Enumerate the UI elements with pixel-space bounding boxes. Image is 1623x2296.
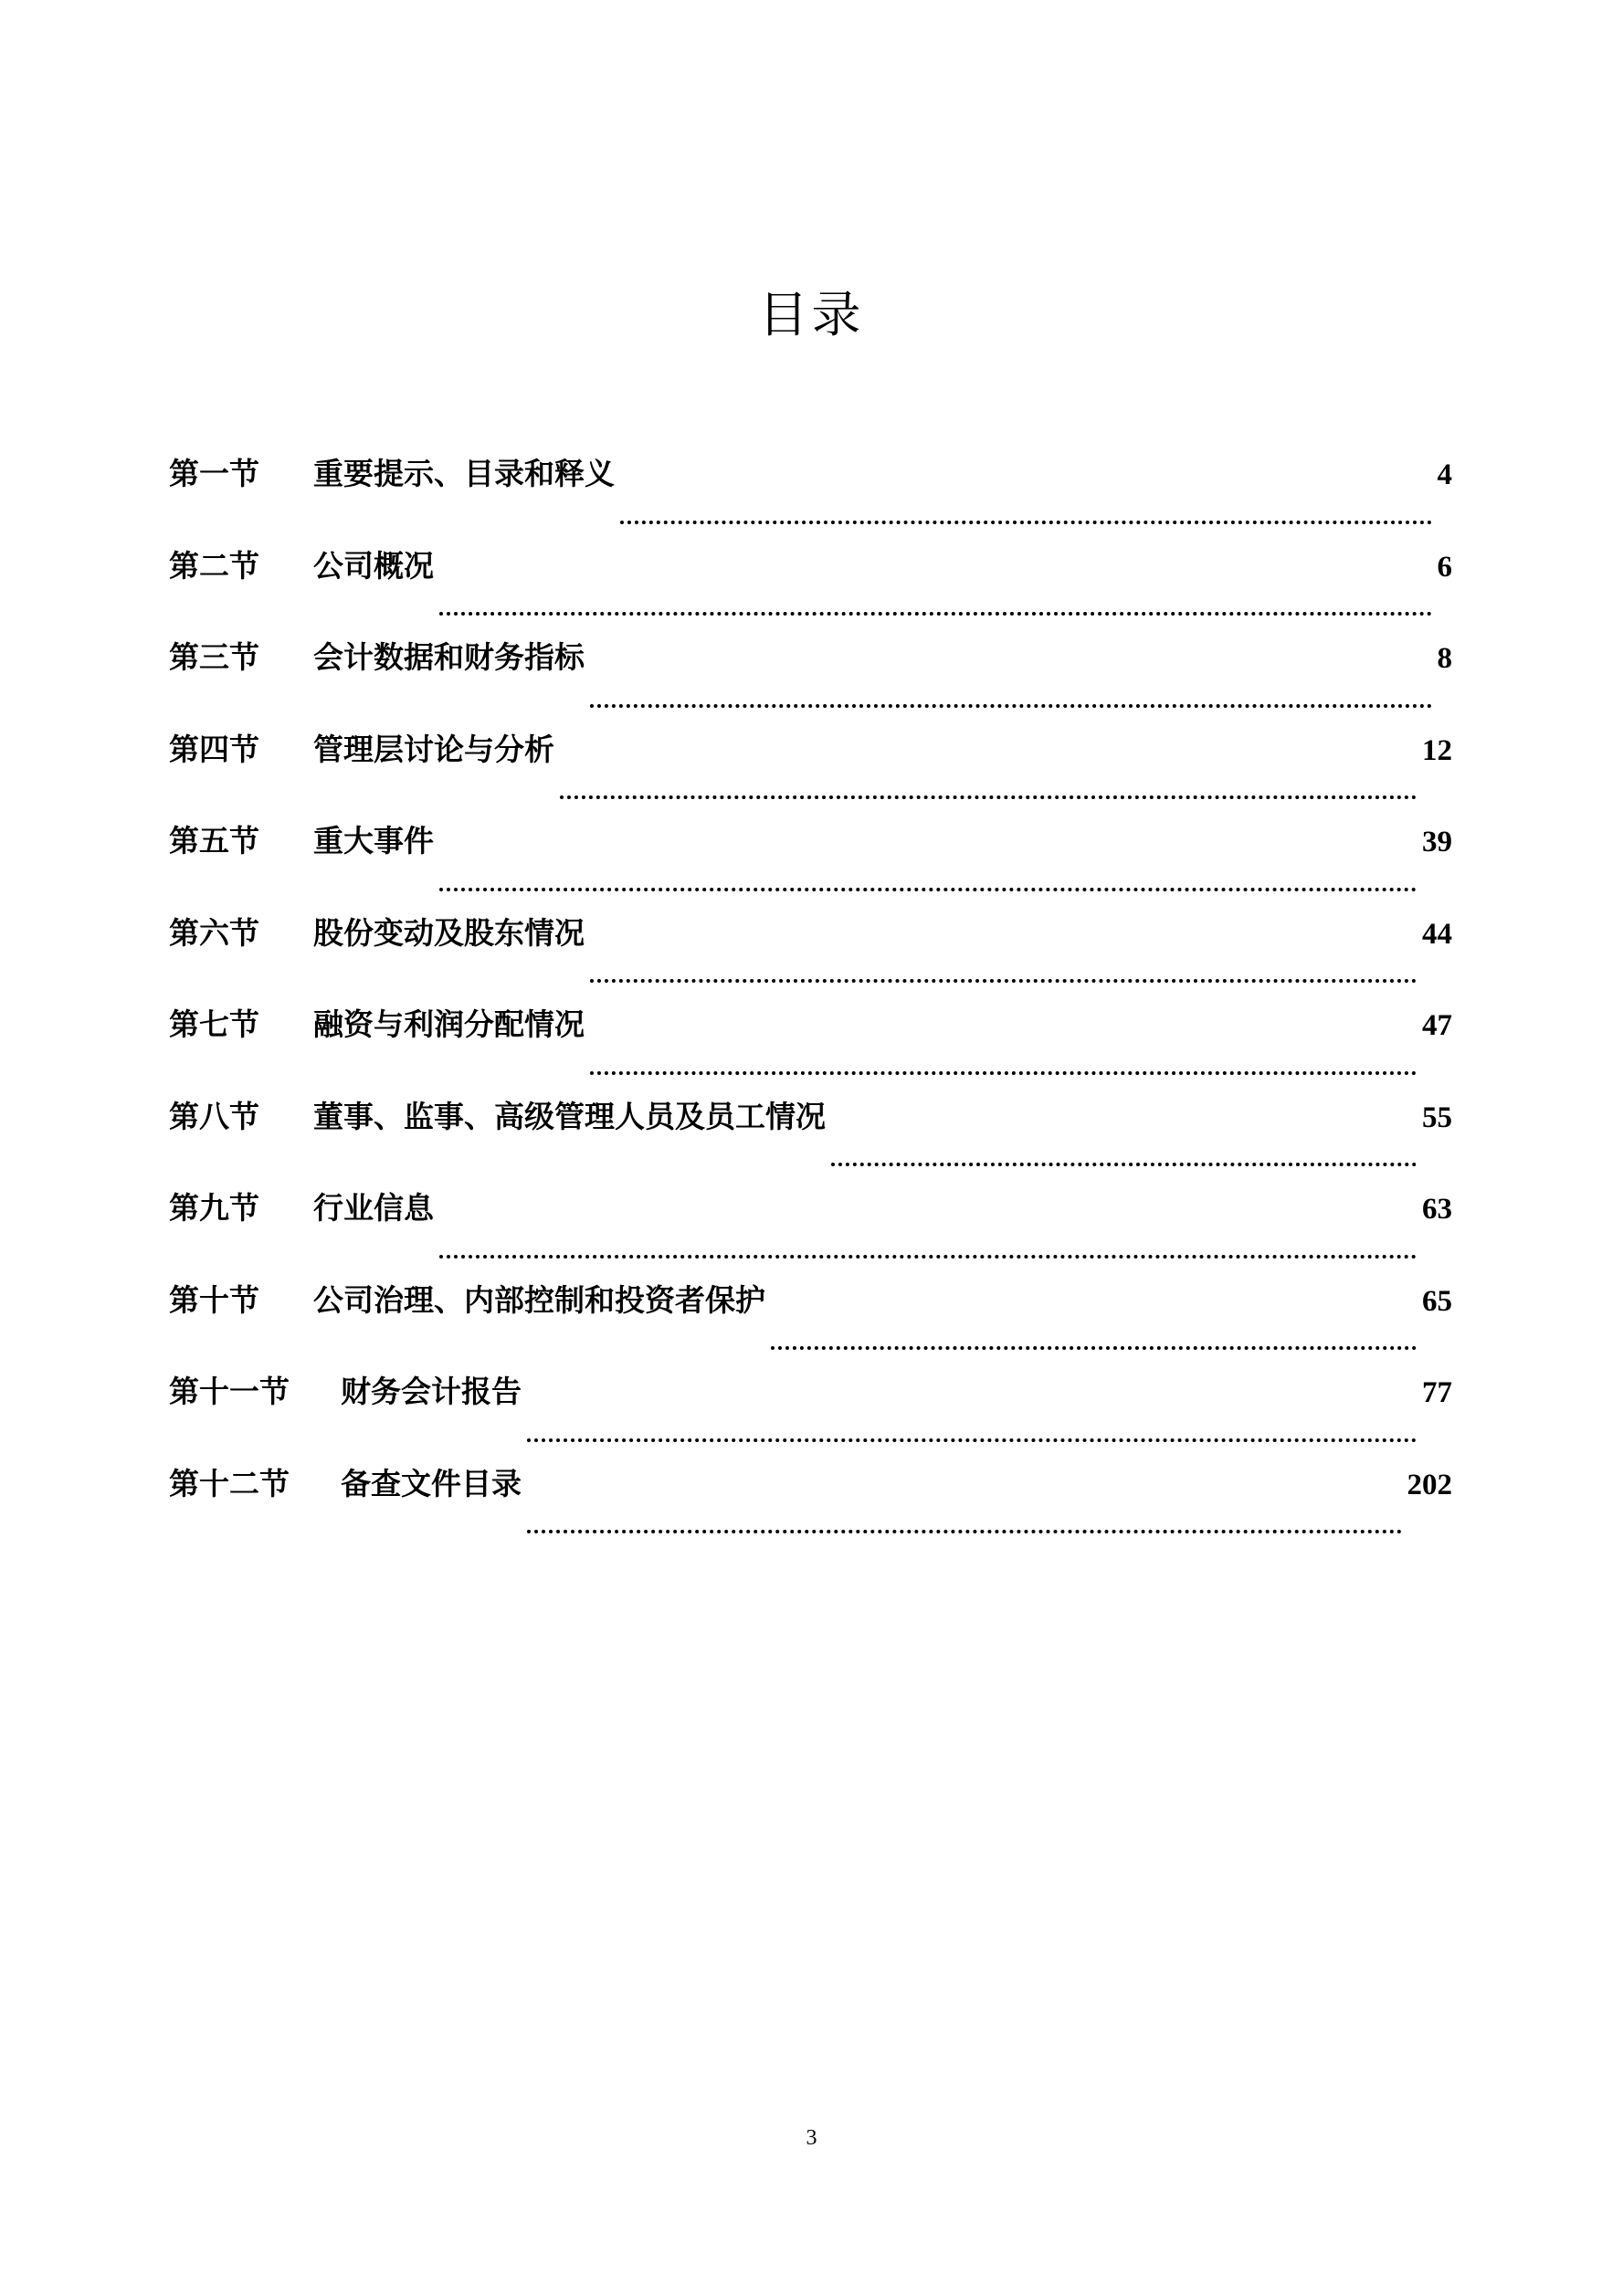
toc-page-number: 65	[1422, 1284, 1452, 1318]
toc-page-number: 44	[1422, 917, 1452, 951]
toc-dot-leader	[439, 1255, 1417, 1259]
toc-dot-leader	[590, 704, 1432, 708]
toc-page-number: 12	[1422, 733, 1452, 767]
table-of-contents	[169, 450, 1452, 1552]
toc-section-number: 第二节	[169, 547, 259, 584]
toc-section-title: 董事、监事、高级管理人员及员工情况	[313, 1098, 826, 1134]
toc-entry[interactable]	[169, 1460, 1452, 1553]
toc-entry[interactable]	[169, 1185, 1452, 1277]
toc-entry[interactable]	[169, 634, 1452, 726]
toc-entry[interactable]	[169, 450, 1452, 542]
toc-dot-leader	[771, 1346, 1417, 1350]
toc-dot-leader	[831, 1163, 1417, 1166]
toc-entry[interactable]	[169, 1093, 1452, 1185]
toc-section-number: 第五节	[169, 823, 259, 858]
toc-section-title: 股份变动及股东情况	[313, 914, 585, 951]
toc-dot-leader	[439, 612, 1432, 616]
toc-section-number: 第八节	[169, 1098, 259, 1134]
toc-dot-leader	[527, 1438, 1417, 1442]
toc-page-number: 55	[1422, 1101, 1452, 1134]
toc-section-title: 管理层讨论与分析	[313, 731, 554, 767]
toc-section-title: 重要提示、目录和释义	[313, 456, 615, 491]
toc-section-number: 第一节	[169, 456, 259, 491]
toc-page-number: 39	[1422, 826, 1452, 858]
toc-section-title: 重大事件	[313, 823, 434, 858]
toc-section-number: 第七节	[169, 1006, 259, 1042]
toc-entry[interactable]	[169, 542, 1452, 635]
toc-section-title: 公司概况	[313, 547, 434, 584]
toc-section-title: 行业信息	[313, 1190, 434, 1226]
toc-section-title: 融资与利润分配情况	[313, 1006, 585, 1042]
toc-page-number: 6	[1437, 550, 1452, 584]
toc-dot-leader	[620, 521, 1432, 524]
toc-entry[interactable]	[169, 1368, 1452, 1460]
toc-section-number: 第十一节	[169, 1374, 290, 1409]
toc-section-number: 第四节	[169, 731, 259, 767]
toc-page-number: 77	[1422, 1376, 1452, 1409]
toc-page-number: 202	[1407, 1468, 1452, 1501]
toc-dot-leader	[560, 795, 1417, 799]
toc-section-number: 第三节	[169, 639, 259, 675]
toc-page-number: 63	[1422, 1193, 1452, 1226]
toc-section-number: 第六节	[169, 914, 259, 951]
toc-section-title: 财务会计报告	[341, 1374, 522, 1409]
toc-section-title: 会计数据和财务指标	[313, 639, 585, 675]
toc-page-number: 4	[1437, 458, 1452, 491]
page-footer-number: 3	[806, 2126, 817, 2150]
toc-section-title: 备查文件目录	[341, 1465, 522, 1501]
toc-entry[interactable]	[169, 910, 1452, 1002]
toc-entry[interactable]	[169, 1277, 1452, 1369]
toc-dot-leader	[590, 979, 1417, 983]
toc-page-number: 8	[1437, 642, 1452, 675]
toc-entry[interactable]	[169, 1001, 1452, 1093]
toc-dot-leader	[590, 1071, 1417, 1075]
page-title: 目录	[758, 286, 865, 343]
toc-section-number: 第十节	[169, 1281, 259, 1318]
toc-section-number: 第九节	[169, 1190, 259, 1226]
toc-entry[interactable]	[169, 817, 1452, 910]
toc-section-title: 公司治理、内部控制和投资者保护	[313, 1281, 765, 1318]
toc-dot-leader	[439, 888, 1417, 891]
toc-page-number: 47	[1422, 1009, 1452, 1042]
toc-section-number: 第十二节	[169, 1465, 290, 1501]
toc-dot-leader	[527, 1530, 1402, 1533]
toc-entry[interactable]	[169, 726, 1452, 818]
